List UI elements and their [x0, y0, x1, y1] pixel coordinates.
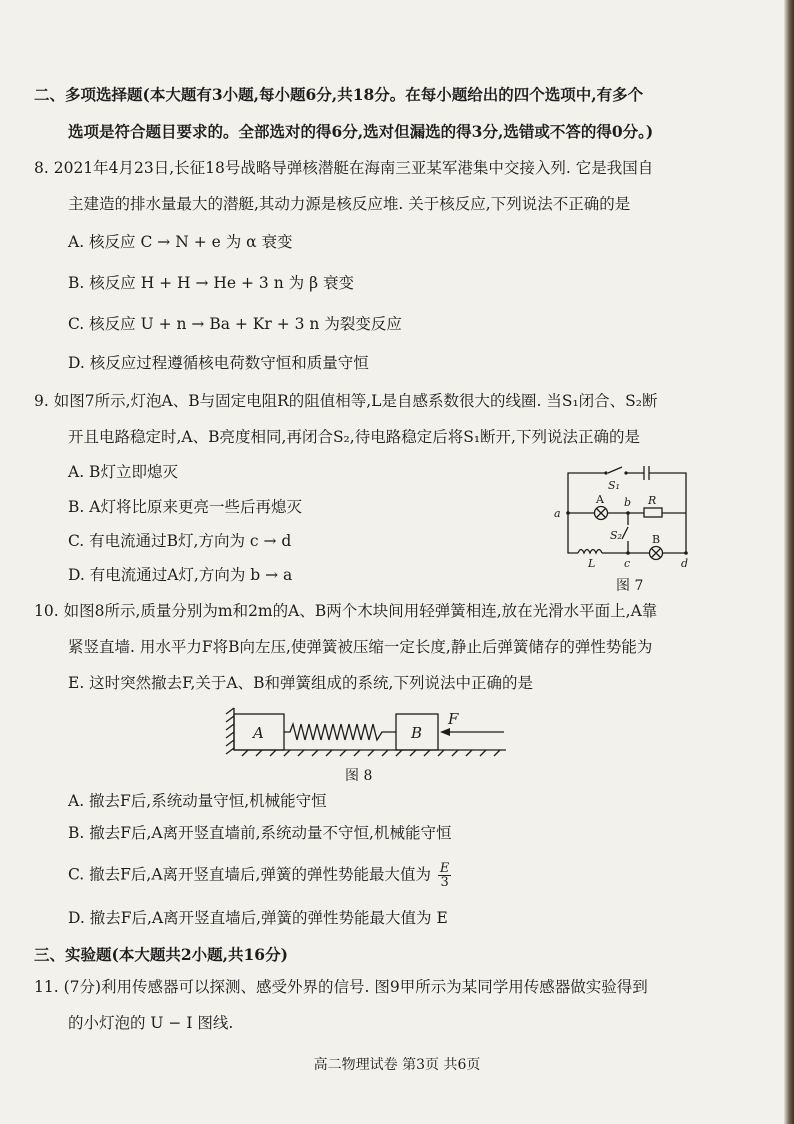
- node-c-label: c: [624, 557, 631, 570]
- s1-label: S₁: [608, 479, 620, 492]
- q11-stem-line2: 的小灯泡的 U − I 图线.: [68, 1014, 234, 1032]
- q9-option-d: D. 有电流通过A灯,方向为 b → a: [68, 566, 293, 584]
- q11-stem-line1: 11. (7分)利用传感器可以探测、感受外界的信号. 图9甲所示为某同学用传感器做实验得到: [34, 978, 648, 996]
- force-label: F: [448, 710, 459, 728]
- q8-c-equation: U + n → Ba + Kr + 3 n: [140, 315, 320, 333]
- figure8-caption: 图 8: [345, 768, 373, 784]
- lamp-b-label: B: [652, 533, 661, 546]
- q8-option-c: [68, 313, 402, 335]
- node-d-label: d: [681, 557, 689, 570]
- q9-stem-line1: 9. 如图7所示,灯泡A、B与固定电阻R的阻值相等,L是自感系数很大的线圈. 当S₁闭合、S₂断: [34, 392, 658, 410]
- page-edge-shadow: [784, 0, 794, 1124]
- section3-heading: 三、实验题(本大题共2小题,共16分): [34, 945, 288, 964]
- fraction-numerator: E: [439, 861, 450, 876]
- q8-b-prefix: B. 核反应: [68, 274, 136, 292]
- q10-stem-line2: 紧竖直墙. 用水平力F将B向左压,使弹簧被压缩一定长度,静止后弹簧储存的弹性势能为: [68, 638, 653, 656]
- q8-c-prefix: C. 核反应: [68, 315, 136, 333]
- block-b-label: B: [411, 724, 423, 742]
- node-a-label: a: [554, 507, 561, 520]
- q8-stem-line2: 主建造的排水量最大的潜艇,其动力源是核反应堆. 关于核反应,下列说法不正确的是: [68, 195, 631, 213]
- q10-stem-line3: E. 这时突然撤去F,关于A、B和弹簧组成的系统,下列说法中正确的是: [68, 674, 533, 692]
- q10-stem-line1: 10. 如图8所示,质量分别为m和2m的A、B两个木块间用轻弹簧相连,放在光滑水平面上,A靠: [34, 602, 658, 620]
- node-b-label: b: [624, 496, 632, 509]
- q10-option-a: A. 撤去F后,系统动量守恒,机械能守恒: [68, 792, 327, 810]
- lamp-a-label: A: [596, 493, 604, 506]
- q10-option-b: B. 撤去F后,A离开竖直墙前,系统动量不守恒,机械能守恒: [68, 824, 452, 842]
- block-a-label: A: [253, 724, 264, 742]
- section2-heading-line1: 二、多项选择题(本大题有3小题,每小题6分,共18分。在每小题给出的四个选项中,有多个: [34, 85, 644, 104]
- q8-option-b: [68, 272, 354, 294]
- q9-option-a: A. B灯立即熄灭: [68, 463, 178, 481]
- q8-b-suffix: 为 β 衰变: [288, 274, 354, 292]
- q10-c-text: C. 撤去F后,A离开竖直墙后,弹簧的弹性势能最大值为: [68, 865, 431, 884]
- resistor-label: R: [648, 494, 657, 507]
- q9-option-b: B. A灯将比原来更亮一些后再熄灭: [68, 498, 302, 516]
- q9-stem-line2: 开且电路稳定时,A、B亮度相同,再闭合S₂,待电路稳定后将S₁断开,下列说法正确的是: [68, 428, 640, 446]
- q8-a-suffix: 为 α 衰变: [225, 233, 293, 251]
- section2-heading-line2: 选项是符合题目要求的。全部选对的得6分,选对但漏选的得3分,选错或不答的得0分。): [68, 122, 654, 141]
- q8-c-suffix: 为裂变反应: [324, 315, 402, 333]
- s2-label: S₂: [610, 529, 622, 542]
- q10-option-d: D. 撤去F后,A离开竖直墙后,弹簧的弹性势能最大值为 E: [68, 909, 448, 927]
- q10-c-fraction: [438, 862, 452, 889]
- q8-option-d: D. 核反应过程遵循核电荷数守恒和质量守恒: [68, 354, 369, 372]
- q9-option-c: C. 有电流通过B灯,方向为 c → d: [68, 532, 292, 550]
- figure7-caption: 图 7: [616, 578, 644, 594]
- q8-a-prefix: A. 核反应: [68, 233, 136, 251]
- page-footer: 高二物理试卷 第3页 共6页: [313, 1057, 481, 1073]
- q8-b-equation: H + H → He + 3 n: [140, 274, 284, 292]
- q8-stem-line1: 8. 2021年4月23日,长征18号战略导弹核潜艇在海南三亚某军港集中交接入列. 它是我国自: [34, 159, 654, 177]
- q8-option-a: [68, 231, 293, 253]
- q8-a-equation: C → N + e: [140, 233, 221, 251]
- q10-option-c: [68, 862, 451, 889]
- fraction-denominator: 3: [440, 875, 449, 890]
- figure8-spring-blocks-diagram: [222, 702, 512, 757]
- inductor-label: L: [588, 557, 596, 570]
